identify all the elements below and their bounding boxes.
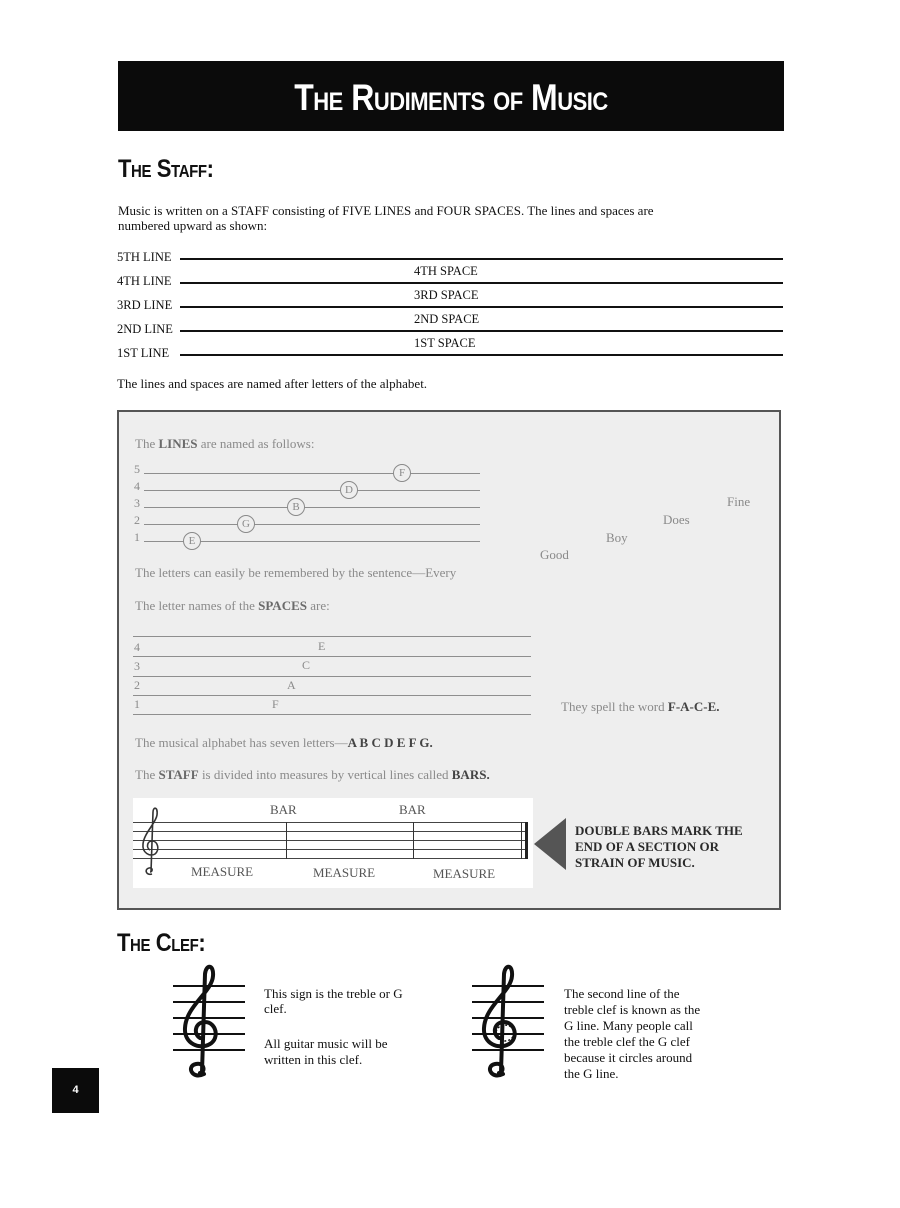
space-number-4: 4: [134, 640, 140, 654]
bars-sentence: The STAFF is divided into measures by vertical lines called BARS.: [135, 767, 490, 782]
clef-left-text-1b: clef.: [264, 1001, 287, 1016]
mnemonic-word-good: Good: [540, 547, 569, 562]
bar-label-1: BAR: [270, 802, 297, 817]
measure-label-2: MEASURE: [313, 865, 376, 880]
measure-label-3: MEASURE: [433, 866, 496, 881]
mnemonic-word-boy: Boy: [606, 530, 628, 545]
space-number-1: 1: [134, 697, 140, 711]
space-note-f: F: [272, 697, 279, 711]
double-bar-thick: [525, 822, 528, 859]
clef-right-text-3: G line. Many people call: [564, 1018, 693, 1033]
note-d: D: [340, 481, 358, 499]
line-label-1: 1ST LINE: [117, 346, 170, 360]
mnemonic-word-fine: Fine: [727, 494, 751, 509]
space-label-1: 1ST SPACE: [414, 336, 476, 350]
clef-left-text-2a: All guitar music will be: [264, 1036, 388, 1051]
bar-line-2: [413, 822, 414, 859]
spaces-line-2: [133, 695, 531, 696]
staff-heading: The Staff:: [118, 154, 214, 183]
letters-line-5: [144, 473, 480, 474]
measures-line-4: [133, 831, 527, 832]
names-sentence: The lines and spaces are named after letters of the alphabet.: [117, 376, 428, 391]
left-arrow-icon: [534, 818, 566, 870]
staff-intro-line-1: Music is written on a STAFF consisting of FIVE LINES and FOUR SPACES. The lines and spaces are: [118, 203, 654, 218]
letters-line-4: [144, 490, 480, 491]
measures-line-2: [133, 849, 527, 850]
clef-right-text-1: The second line of the: [564, 986, 680, 1001]
measure-label-1: MEASURE: [191, 864, 254, 879]
page-title: The Rudiments of Music: [294, 76, 608, 118]
space-note-e: E: [318, 639, 326, 653]
space-number-2: 2: [134, 678, 140, 692]
spaces-line-5: [133, 636, 531, 637]
line-label-5: 5TH LINE: [117, 250, 172, 264]
line-number-4: 4: [134, 479, 140, 493]
spaces-line-3: [133, 676, 531, 677]
staff-line-4: [180, 282, 783, 284]
staff-intro-line-2: numbered upward as shown:: [118, 218, 268, 233]
note-f: F: [393, 464, 411, 482]
space-label-2: 2ND SPACE: [414, 312, 480, 326]
space-note-c: C: [302, 658, 311, 672]
double-bar-thin: [521, 822, 522, 859]
clef-heading: The Clef:: [117, 928, 206, 957]
line-label-3: 3RD LINE: [117, 298, 173, 312]
note-e: E: [183, 532, 201, 550]
bar-line-1: [286, 822, 287, 859]
measures-line-1: [133, 858, 527, 859]
double-bar-note-3: STRAIN OF MUSIC.: [575, 855, 695, 870]
staff-line-1: [180, 354, 783, 356]
clef-right-text-5: because it circles around: [564, 1050, 693, 1065]
spaces-intro: The letter names of the SPACES are:: [135, 598, 330, 613]
double-bar-note-2: END OF A SECTION OR: [575, 839, 719, 854]
staff-line-2: [180, 330, 783, 332]
mnemonic-sentence: The letters can easily be remembered by the sentence—Every: [135, 565, 457, 580]
clef-right-text-4: the treble clef the G clef: [564, 1034, 690, 1049]
spaces-line-4: [133, 656, 531, 657]
staff-line-5: [180, 258, 783, 260]
space-label-3: 3RD SPACE: [414, 288, 479, 302]
line-number-3: 3: [134, 496, 140, 510]
face-sentence: They spell the word F-A-C-E.: [561, 699, 720, 714]
space-label-4: 4TH SPACE: [414, 264, 478, 278]
space-number-3: 3: [134, 659, 140, 673]
note-g: G: [237, 515, 255, 533]
double-bar-note-1: DOUBLE BARS MARK THE: [575, 823, 743, 838]
bar-label-2: BAR: [399, 802, 426, 817]
alphabet-sentence: The musical alphabet has seven letters—A B C D E F G.: [135, 735, 433, 750]
line-label-2: 2ND LINE: [117, 322, 173, 336]
mnemonic-word-does: Does: [663, 512, 690, 527]
treble-clef-g-line-icon: [479, 962, 525, 1082]
line-number-1: 1: [134, 530, 140, 544]
spaces-line-1: [133, 714, 531, 715]
treble-clef-icon: [180, 962, 226, 1082]
letters-line-3: [144, 507, 480, 508]
treble-clef-small-icon: [138, 806, 164, 878]
line-number-2: 2: [134, 513, 140, 527]
clef-left-text-1a: This sign is the treble or G: [264, 986, 403, 1001]
clef-right-text-2: treble clef is known as the: [564, 1002, 701, 1017]
clef-left-text-2b: written in this clef.: [264, 1052, 363, 1067]
note-b: B: [287, 498, 305, 516]
staff-line-3: [180, 306, 783, 308]
letters-line-2: [144, 524, 480, 525]
line-label-4: 4TH LINE: [117, 274, 172, 288]
measures-line-3: [133, 840, 527, 841]
line-number-5: 5: [134, 462, 140, 476]
measures-line-5: [133, 822, 527, 823]
clef-right-text-6: the G line.: [564, 1066, 619, 1081]
page-number: 4: [72, 1084, 79, 1096]
lines-intro: The LINES are named as follows:: [135, 436, 315, 451]
space-note-a: A: [287, 678, 296, 692]
